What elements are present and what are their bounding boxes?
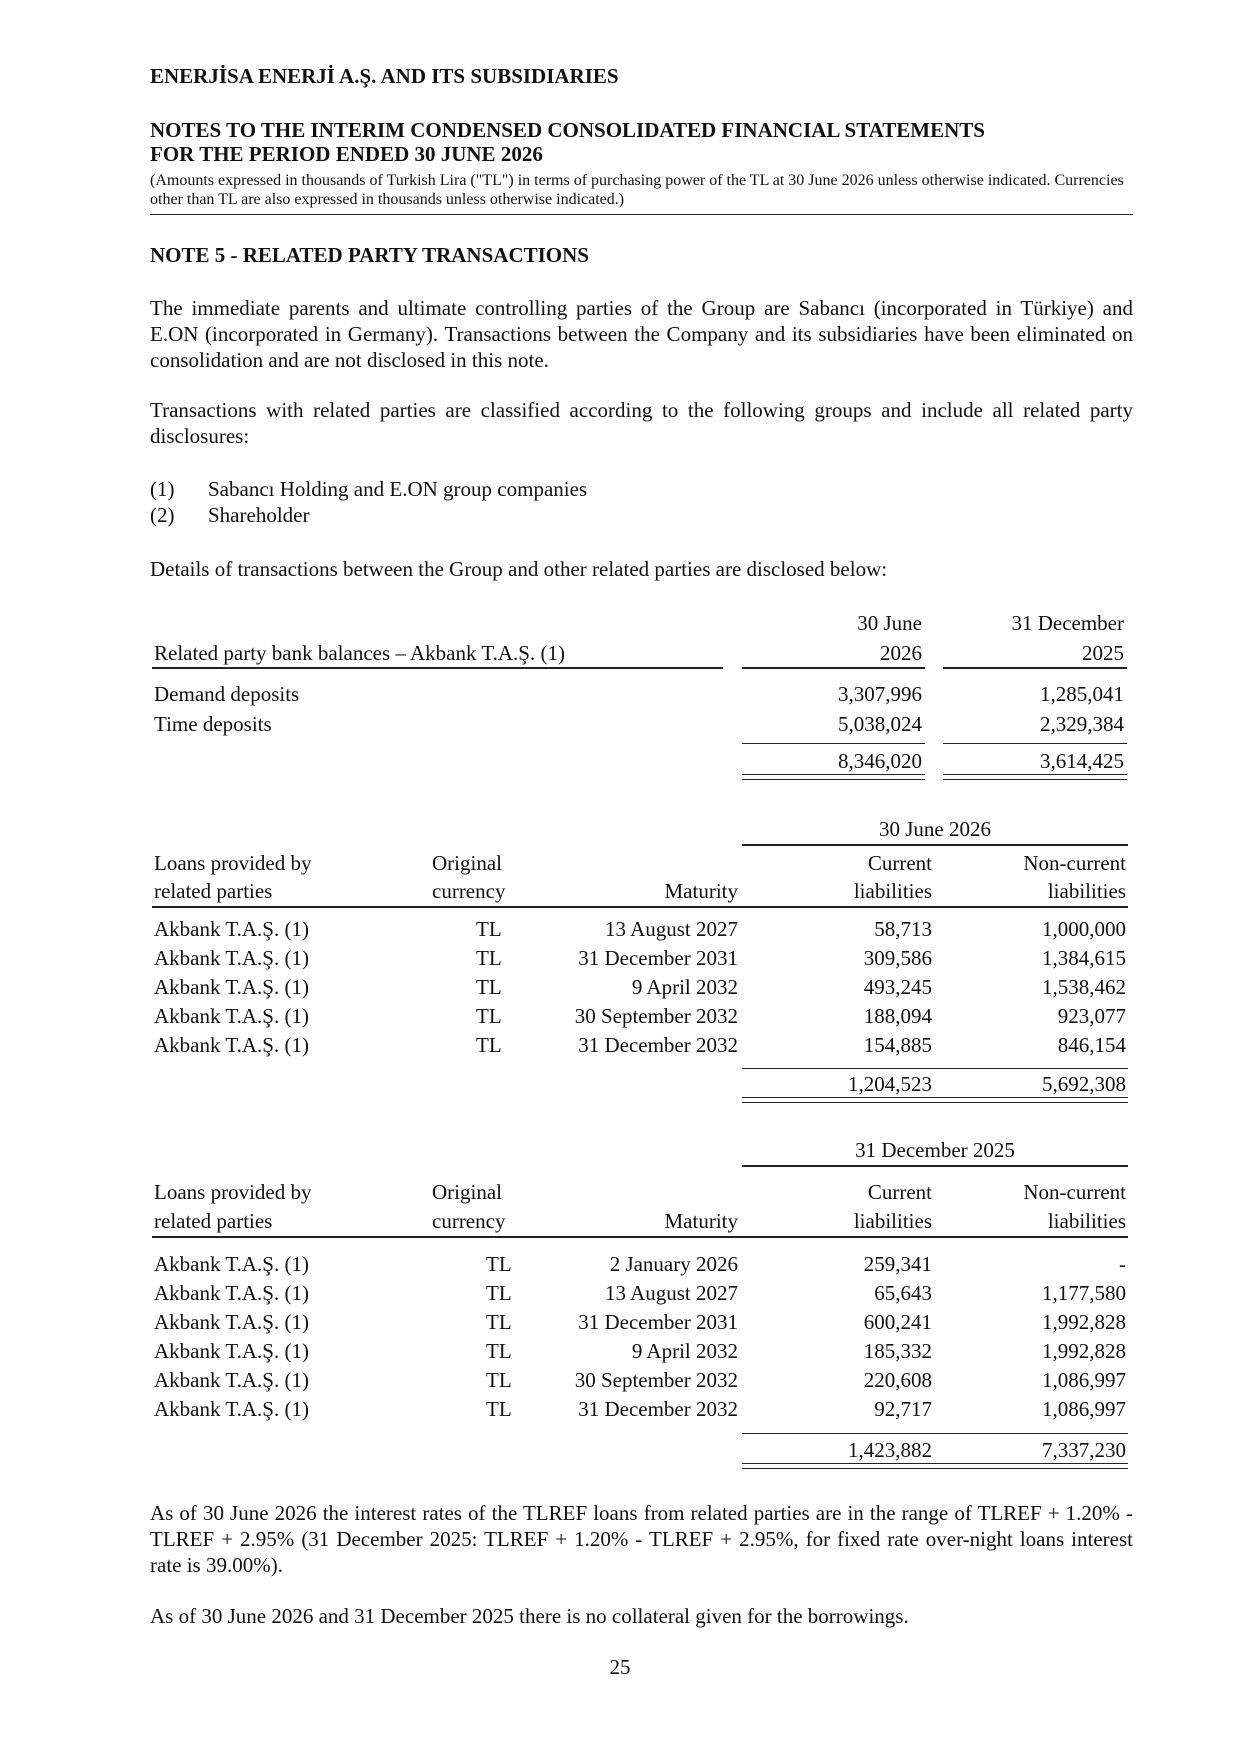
bank-col1-header-line2: 2026 (880, 641, 922, 665)
header-noncurrent-line1: Non-current (1023, 851, 1126, 875)
bank-total-2026: 8,346,020 (838, 749, 922, 773)
paragraph-details: Details of transactions between the Group and other related parties are disclosed below: (150, 557, 888, 581)
loan-current: 185,332 (863, 1339, 932, 1363)
loans-2025-total-double-underline (742, 1463, 1128, 1469)
header-divider (150, 214, 1133, 215)
header-currency-line2: currency (432, 879, 506, 903)
loan-current: 600,241 (863, 1310, 932, 1334)
period-header-underline (742, 1165, 1128, 1167)
loan-lender: Akbank T.A.Ş. (1) (154, 1004, 309, 1028)
loan-currency: TL (486, 1281, 512, 1305)
header-currency-line1: Original (432, 851, 502, 875)
loan-current: 259,341 (863, 1252, 932, 1276)
bank-row-value-2026: 3,307,996 (838, 682, 922, 706)
loan-lender: Akbank T.A.Ş. (1) (154, 1397, 309, 1421)
loan-current: 65,643 (874, 1281, 932, 1305)
bank-subtotal-line (742, 743, 925, 744)
loan-noncurrent: 1,992,828 (1042, 1310, 1126, 1334)
loan-current: 220,608 (863, 1368, 932, 1392)
loan-current: 188,094 (863, 1004, 932, 1028)
loan-current: 493,245 (863, 975, 932, 999)
loan-lender: Akbank T.A.Ş. (1) (154, 1339, 309, 1363)
title-line-1: NOTES TO THE INTERIM CONDENSED CONSOLIDATED FINANCIAL STATEMENTS (150, 118, 985, 142)
loan-currency: TL (486, 1397, 512, 1421)
loan-current: 92,717 (874, 1397, 932, 1421)
header-lender-line1: Loans provided by (154, 851, 312, 875)
loan-maturity: 31 December 2032 (578, 1033, 738, 1057)
paragraph-parties: The immediate parents and ultimate controlling parties of the Group are Sabancı (incorporated in Türkiye) and E.ON (incorporated in Germany). Transactions between the Company and its subsidiaries have been eliminated on consolidation and are not disclosed in this note. (150, 296, 1133, 372)
header-lender-line2: related parties (154, 1209, 273, 1233)
group-number: (1) (150, 477, 175, 501)
loan-maturity: 31 December 2031 (578, 1310, 738, 1334)
loan-maturity: 31 December 2031 (578, 946, 738, 970)
loans-2025-subtotal-line (742, 1433, 1128, 1434)
loan-noncurrent: - (1119, 1252, 1126, 1276)
loan-noncurrent: 1,384,615 (1042, 946, 1126, 970)
loan-maturity: 9 April 2032 (631, 975, 738, 999)
bank-row-label: Time deposits (154, 712, 272, 736)
loan-lender: Akbank T.A.Ş. (1) (154, 1281, 309, 1305)
group-text: Sabancı Holding and E.ON group companies (208, 477, 588, 501)
header-maturity: Maturity (664, 879, 738, 903)
loan-currency: TL (476, 975, 502, 999)
loan-maturity: 30 September 2032 (574, 1368, 738, 1392)
loan-noncurrent: 1,992,828 (1042, 1339, 1126, 1363)
bank-title-underline (152, 667, 723, 669)
header-currency-line1: Original (432, 1180, 502, 1204)
loan-lender: Akbank T.A.Ş. (1) (154, 946, 309, 970)
loans-2025-total-current: 1,423,882 (848, 1438, 932, 1462)
paragraph-interest-rates: As of 30 June 2026 the interest rates of the TLREF loans from related parties are in the range of TLREF + 1.20% - TLREF + 2.95% (31 December 2025: TLREF + 1.20% - TLREF + 2.95%, for fixed rate over-night loans interest rate is 39.00%). (150, 1501, 1133, 1577)
header-noncurrent-line1: Non-current (1023, 1180, 1126, 1204)
note-title: NOTE 5 - RELATED PARTY TRANSACTIONS (150, 243, 589, 267)
loan-noncurrent: 1,177,580 (1042, 1281, 1126, 1305)
loan-currency: TL (486, 1310, 512, 1334)
loan-noncurrent: 1,538,462 (1042, 975, 1126, 999)
loan-currency: TL (476, 1004, 502, 1028)
loan-maturity: 31 December 2032 (578, 1397, 738, 1421)
loan-currency: TL (476, 917, 502, 941)
loan-noncurrent: 1,086,997 (1042, 1397, 1126, 1421)
loan-maturity: 13 August 2027 (604, 1281, 738, 1305)
loan-current: 309,586 (863, 946, 932, 970)
loans-2026-header-underline (152, 906, 1128, 908)
loan-lender: Akbank T.A.Ş. (1) (154, 1033, 309, 1057)
loans-2025-period-header: 31 December 2025 (855, 1138, 1015, 1162)
loan-current: 154,885 (863, 1033, 932, 1057)
group-item-2 (150, 503, 309, 528)
bank-total-double-underline (943, 774, 1127, 780)
bank-total-2025: 3,614,425 (1040, 749, 1124, 773)
paragraph-collateral: As of 30 June 2026 and 31 December 2025 there is no collateral given for the borrowings. (150, 1604, 909, 1628)
group-item-1 (150, 477, 587, 502)
loan-noncurrent: 1,000,000 (1042, 917, 1126, 941)
period-header-underline (742, 844, 1128, 846)
amounts-note: (Amounts expressed in thousands of Turkish Lira ("TL") in terms of purchasing power of the TL at 30 June 2026 unless otherwise indicated. Currencies other than TL are also expressed in thousands unless otherwise indicated.) (150, 172, 1124, 208)
header-lender-line1: Loans provided by (154, 1180, 312, 1204)
loan-lender: Akbank T.A.Ş. (1) (154, 975, 309, 999)
loan-currency: TL (486, 1368, 512, 1392)
loan-currency: TL (476, 1033, 502, 1057)
bank-row-value-2026: 5,038,024 (838, 712, 922, 736)
header-current-line1: Current (867, 851, 932, 875)
loans-2026-period-header: 30 June 2026 (879, 817, 991, 841)
loans-2026-total-noncurrent: 5,692,308 (1042, 1072, 1126, 1096)
loan-lender: Akbank T.A.Ş. (1) (154, 1368, 309, 1392)
loan-lender: Akbank T.A.Ş. (1) (154, 1252, 309, 1276)
loans-2026-total-double-underline (742, 1097, 1128, 1103)
bank-col1-header-line1: 30 June (857, 611, 922, 635)
group-text: Shareholder (208, 503, 310, 527)
loan-currency: TL (486, 1252, 512, 1276)
document-title (150, 118, 985, 166)
title-line-2: FOR THE PERIOD ENDED 30 JUNE 2026 (150, 142, 543, 166)
loan-current: 58,713 (874, 917, 932, 941)
group-number: (2) (150, 503, 175, 527)
loans-2026-total-current: 1,204,523 (848, 1072, 932, 1096)
company-name: ENERJİSA ENERJİ A.Ş. AND ITS SUBSIDIARIES (150, 64, 619, 88)
loan-currency: TL (476, 946, 502, 970)
loan-lender: Akbank T.A.Ş. (1) (154, 917, 309, 941)
bank-row-value-2025: 1,285,041 (1040, 682, 1124, 706)
loan-noncurrent: 846,154 (1057, 1033, 1126, 1057)
bank-col2-header-line2: 2025 (1082, 641, 1124, 665)
loan-noncurrent: 923,077 (1057, 1004, 1126, 1028)
bank-row-label: Demand deposits (154, 682, 300, 706)
loans-2025-header-underline (152, 1236, 1128, 1238)
paragraph-classification: Transactions with related parties are classified according to the following groups and include all related party disclosures: (150, 398, 1133, 448)
loans-2025-total-noncurrent: 7,337,230 (1042, 1438, 1126, 1462)
bank-col2-header-underline (943, 667, 1127, 669)
bank-total-double-underline (742, 774, 925, 780)
loan-maturity: 30 September 2032 (574, 1004, 738, 1028)
loan-lender: Akbank T.A.Ş. (1) (154, 1310, 309, 1334)
bank-col2-header-line1: 31 December (1011, 611, 1124, 635)
bank-table-title: Related party bank balances – Akbank T.A.Ş. (1) (154, 641, 565, 665)
loan-currency: TL (486, 1339, 512, 1363)
loan-maturity: 9 April 2032 (631, 1339, 738, 1363)
loans-2026-subtotal-line (742, 1068, 1128, 1069)
header-noncurrent-line2: liabilities (1047, 879, 1126, 903)
page-number: 25 (609, 1655, 631, 1679)
header-current-line2: liabilities (853, 1209, 932, 1233)
bank-row-value-2025: 2,329,384 (1040, 712, 1124, 736)
header-current-line1: Current (867, 1180, 932, 1204)
loan-maturity: 2 January 2026 (609, 1252, 738, 1276)
header-currency-line2: currency (432, 1209, 506, 1233)
loan-maturity: 13 August 2027 (604, 917, 738, 941)
header-noncurrent-line2: liabilities (1047, 1209, 1126, 1233)
bank-subtotal-line (943, 743, 1127, 744)
header-maturity: Maturity (664, 1209, 738, 1233)
loan-noncurrent: 1,086,997 (1042, 1368, 1126, 1392)
bank-col1-header-underline (742, 667, 925, 669)
header-current-line2: liabilities (853, 879, 932, 903)
header-lender-line2: related parties (154, 879, 273, 903)
